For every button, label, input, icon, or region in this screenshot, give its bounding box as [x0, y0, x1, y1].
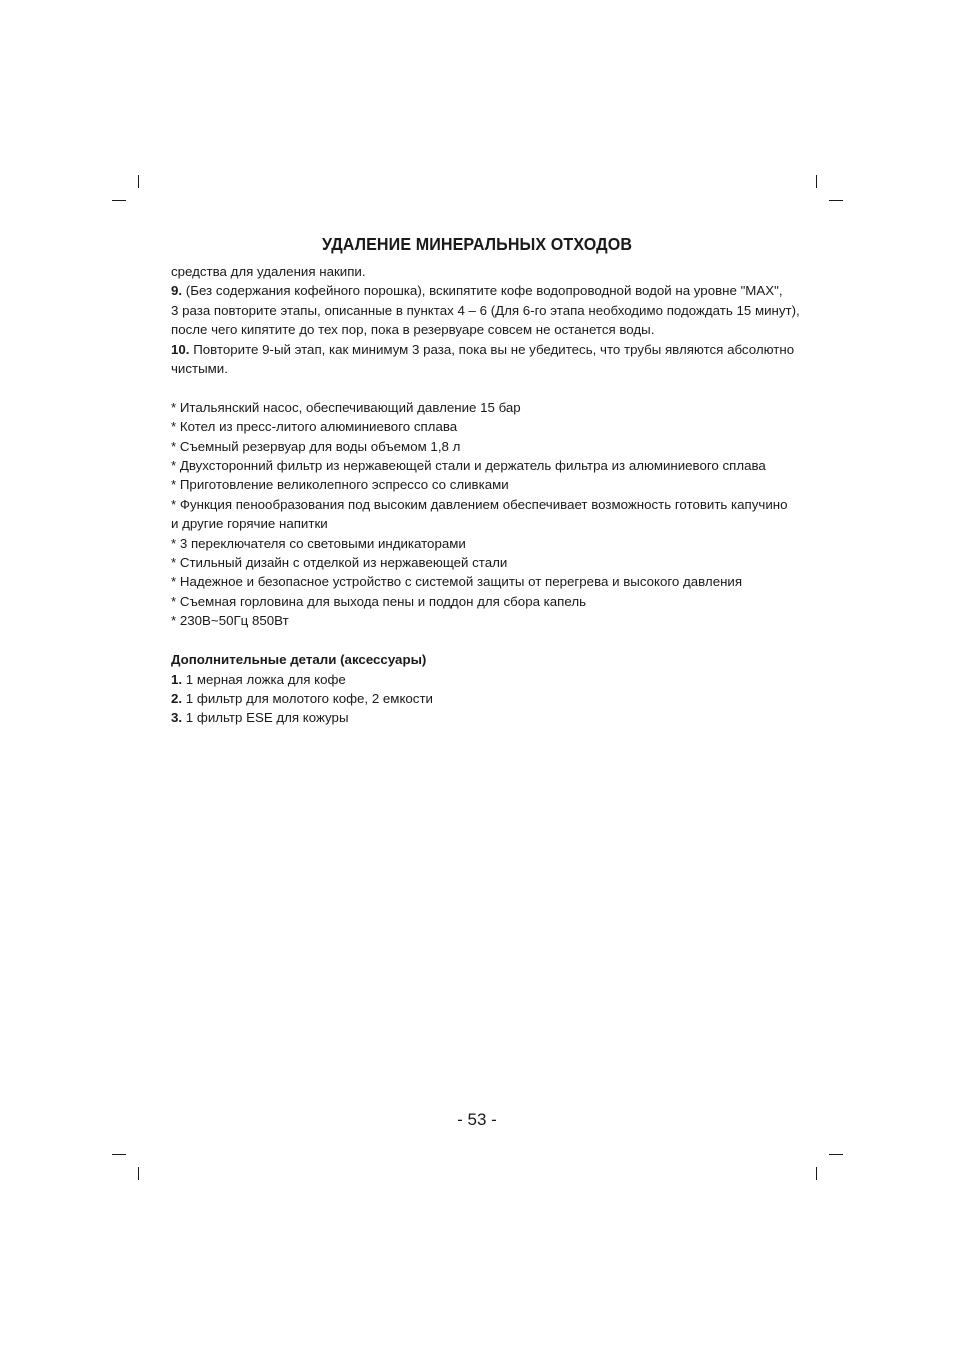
- step-9-line-3: после чего кипятите до тех пор, пока в резервуаре совсем не останется воды.: [171, 322, 655, 338]
- accessories-list: [171, 670, 811, 728]
- accessories-heading: Дополнительные детали (аксессуары): [171, 652, 427, 668]
- feature-item: * Съемный резервуар для воды объемом 1,8 л: [171, 438, 461, 454]
- step-10-number: 10.: [171, 341, 190, 357]
- feature-item: * Приготовление великолепного эспрессо со сливками: [171, 477, 509, 493]
- page-number: - 53 -: [457, 1110, 497, 1129]
- accessory-item: 1. 1 мерная ложка для кофе: [171, 671, 346, 687]
- feature-item: * Надежное и безопасное устройство с системой защиты от перегрева и высокого давления: [171, 574, 743, 590]
- intro-line: средства для удаления накипи.: [171, 264, 366, 279]
- crop-mark-bottom-left-h: [112, 1154, 126, 1155]
- accessory-item: 2. 1 фильтр для молотого кофе, 2 емкости: [171, 690, 433, 706]
- step-9-number: 9.: [171, 283, 183, 299]
- step-10-line-1: 10. Повторите 9-ый этап, как минимум 3 раза, пока вы не убедитесь, что трубы являются абсолютно: [171, 341, 795, 357]
- page-content: [171, 262, 811, 728]
- spacer: [171, 378, 811, 397]
- feature-item: * 230В~50Гц 850Вт: [171, 613, 289, 629]
- feature-item: * Котел из пресс-литого алюминиевого сплава: [171, 419, 458, 435]
- crop-mark-bottom-right-h: [829, 1154, 843, 1155]
- feature-item: * 3 переключателя со световыми индикаторами: [171, 535, 466, 551]
- feature-item: * Функция пенообразования под высоким давлением обеспечивает возможность готовить капучино: [171, 496, 788, 512]
- feature-item: * Съемная горловина для выхода пены и поддон для сбора капель: [171, 593, 587, 609]
- crop-mark-top-right-h: [829, 200, 843, 201]
- crop-mark-top-left-v: [138, 175, 139, 188]
- feature-item: и другие горячие напитки: [171, 516, 328, 532]
- page-title: УДАЛЕНИЕ МИНЕРАЛЬНЫХ ОТХОДОВ: [321, 234, 633, 254]
- step-10-line-2: чистыми.: [171, 361, 228, 377]
- feature-item: * Итальянский насос, обеспечивающий давление 15 бар: [171, 399, 521, 415]
- feature-item: * Стильный дизайн с отделкой из нержавеющей стали: [171, 555, 508, 571]
- spacer: [171, 631, 811, 650]
- crop-mark-top-right-v: [816, 175, 817, 188]
- feature-item: * Двухсторонний фильтр из нержавеющей стали и держатель фильтра из алюминиевого сплава: [171, 458, 766, 474]
- accessory-item: 3. 1 фильтр ESE для кожуры: [171, 710, 349, 726]
- features-list: [171, 398, 811, 631]
- step-9-line-2: 3 раза повторите этапы, описанные в пунктах 4 – 6 (Для 6-го этапа необходимо подождать 15 минут),: [171, 302, 800, 318]
- step-9-line-1: 9. (Без содержания кофейного порошка), вскипятите кофе водопроводной водой на уровне "MAX",: [171, 283, 783, 299]
- crop-mark-top-left-h: [112, 200, 126, 201]
- crop-mark-bottom-left-v: [138, 1167, 139, 1180]
- crop-mark-bottom-right-v: [816, 1167, 817, 1180]
